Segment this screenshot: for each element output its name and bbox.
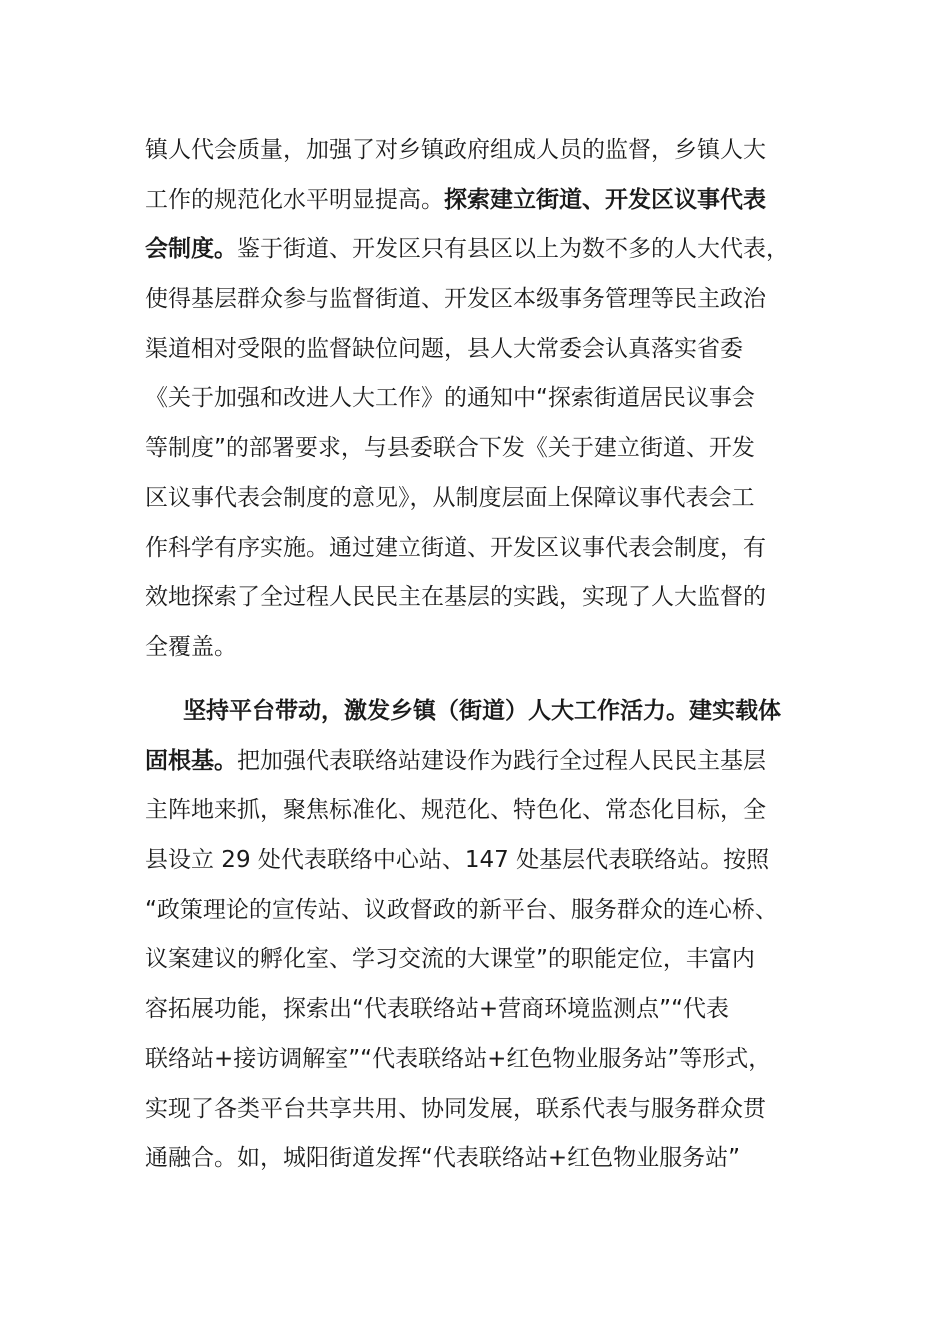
text-run: 工作的规范化水平明显提高。 xyxy=(145,186,444,213)
text-run: 效地探索了全过程人民民主在基层的实践，实现了人大监督的 xyxy=(145,584,766,611)
text-line xyxy=(145,985,825,1035)
paragraph-2 xyxy=(145,687,825,1184)
text-run: 全覆盖。 xyxy=(145,633,237,660)
text-run: 县设立 29 处代表联络中心站、147 处基层代表联络站。按照 xyxy=(145,847,770,874)
text-run: 使得基层群众参与监督街道、开发区本级事务管理等民主政治 xyxy=(145,286,766,313)
text-line xyxy=(145,176,825,226)
text-line xyxy=(145,474,825,524)
text-run: “政策理论的宣传站、议政督政的新平台、服务群众的连心桥、 xyxy=(145,896,778,923)
text-line xyxy=(145,687,825,737)
bold-heading-run: 探索建立街道、开发区议事代表 xyxy=(444,186,766,213)
text-line xyxy=(145,225,825,275)
text-line xyxy=(145,524,825,574)
text-line xyxy=(145,424,825,474)
text-run: 等制度”的部署要求，与县委联合下发《关于建立街道、开发 xyxy=(145,435,755,462)
text-line xyxy=(145,886,825,936)
text-line xyxy=(145,1035,825,1085)
text-run: 议案建议的孵化室、学习交流的大课堂”的职能定位，丰富内 xyxy=(145,946,755,973)
text-line xyxy=(145,1134,825,1184)
bold-heading-run: 会制度。 xyxy=(145,236,237,263)
text-run: 《关于加强和改进人大工作》的通知中“探索街道居民议事会 xyxy=(145,385,755,412)
text-run: 作科学有序实施。通过建立街道、开发区议事代表会制度，有 xyxy=(145,534,766,561)
text-line xyxy=(145,374,825,424)
text-run: 实现了各类平台共享共用、协同发展，联系代表与服务群众贯 xyxy=(145,1095,766,1122)
text-line xyxy=(145,325,825,375)
bold-heading-run: 坚持平台带动，激发乡镇（街道）人大工作活力。建实载体 xyxy=(183,698,781,724)
text-run: 把加强代表联络站建设作为践行全过程人民民主基层 xyxy=(237,747,766,774)
text-run: 主阵地来抓，聚焦标准化、规范化、特色化、常态化目标，全 xyxy=(145,797,766,824)
text-run: 通融合。如，城阳街道发挥“代表联络站+红色物业服务站” xyxy=(145,1145,741,1172)
text-line xyxy=(145,737,825,787)
text-run: 联络站+接访调解室”“代表联络站+红色物业服务站”等形式， xyxy=(145,1045,772,1072)
text-run: 镇人代会质量，加强了对乡镇政府组成人员的监督，乡镇人大 xyxy=(145,137,766,163)
text-run: 鉴于街道、开发区只有县区以上为数不多的人大代表， xyxy=(237,236,789,263)
text-line xyxy=(145,275,825,325)
paragraph-1 xyxy=(145,126,825,673)
text-run: 容拓展功能，探索出“代表联络站+营商环境监测点”“代表 xyxy=(145,996,730,1023)
text-run: 区议事代表会制度的意见》，从制度层面上保障议事代表会工 xyxy=(145,484,755,511)
bold-heading-run: 固根基。 xyxy=(145,747,237,774)
text-line xyxy=(145,1085,825,1135)
text-line xyxy=(145,836,825,886)
text-line xyxy=(145,573,825,623)
text-run: 渠道相对受限的监督缺位问题，县人大常委会认真落实省委 xyxy=(145,335,743,362)
text-line xyxy=(145,786,825,836)
text-line xyxy=(145,126,825,176)
text-line xyxy=(145,935,825,985)
text-line xyxy=(145,623,825,673)
